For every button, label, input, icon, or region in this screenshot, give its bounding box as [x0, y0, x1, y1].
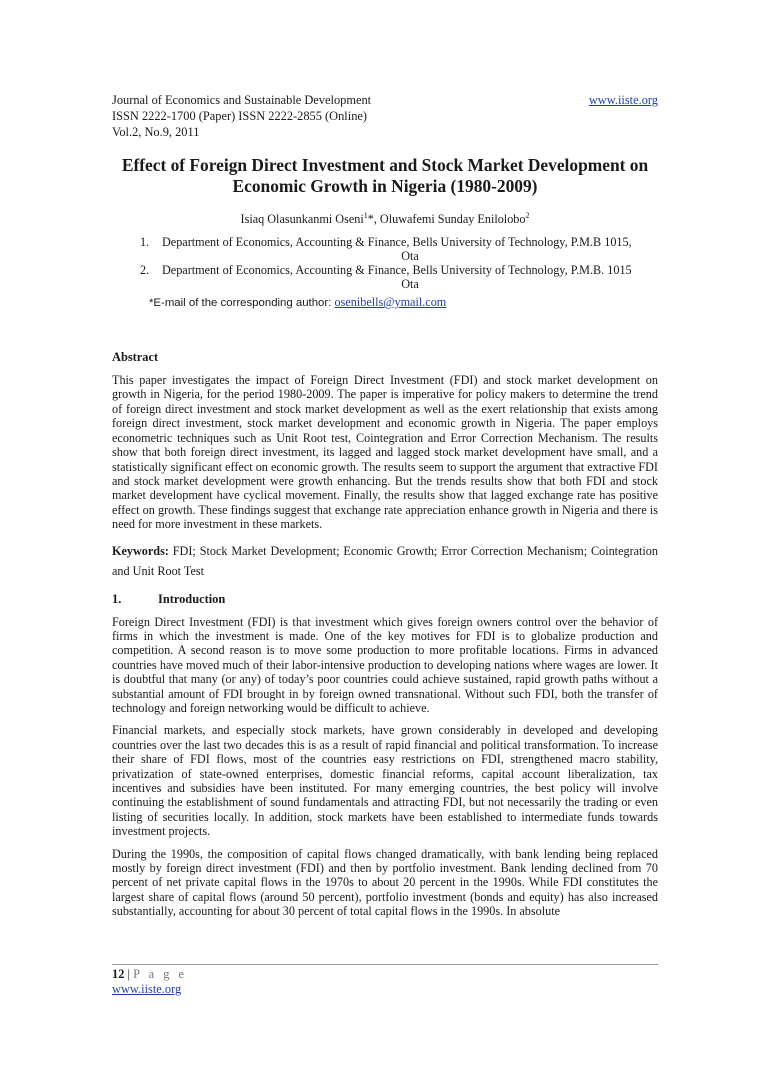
- email-label: *E-mail of the corresponding author:: [149, 297, 335, 310]
- intro-paragraph-2: Financial markets, and especially stock markets, have grown considerably in developed and developing countries over the last two decades this is as a result of rapid financial and political transformation. To increase their share of FDI flows, most of the countries easy restrictions on FDI, strengthened macro stability, privatization of state-owned enterprises, domestic financial reforms, capital account liberalization, tax incentives and subsidies have been instituted. For many emerging countries, the best policy will involve continuing the establishment of sound fundamentals and attracting FDI, but not necessarily the trading or even listing of securities locally. In addition, stock markets have been established to intermediate funds towards investment projects.: [112, 723, 658, 839]
- page-number-line: [112, 967, 658, 982]
- title-line-2: Economic Growth in Nigeria (1980-2009): [232, 176, 538, 196]
- intro-heading: [112, 591, 658, 607]
- journal-name: Journal of Economics and Sustainable Development: [112, 93, 372, 107]
- section-title: Introduction: [158, 591, 226, 606]
- keywords-label: Keywords:: [112, 543, 169, 558]
- abstract-heading: Abstract: [112, 350, 159, 365]
- issn-line: ISSN 2222-1700 (Paper) ISSN 2222-2855 (Online): [112, 109, 368, 123]
- author-1: Isiaq Olasunkanmi Oseni: [240, 212, 364, 227]
- intro-paragraph-1: Foreign Direct Investment (FDI) is that investment which gives foreign owners control over the behavior of firms in which the investment is made. One of the key motives for FDI is to globalize production and competition. A second reason is to move some production to more profitable locations. Firms in advanced countries have moved much of their labor-intensive production to developing nations where wages are lower. It is doubtful that many (or any) of today’s poor countries could achieve sustained, rapid growth paths without a substantial amount of FDI brought in by foreign owned transnational. Without such FDI, both the transfer of technology and foreign networking would be difficult to achieve.: [112, 614, 658, 715]
- affiliation-city: Ota: [401, 249, 419, 264]
- corresponding-email: [149, 295, 658, 311]
- corresponding-mark: *,: [367, 212, 380, 227]
- author-1-affil-sup: 1: [363, 211, 368, 220]
- affiliation-2: [112, 263, 658, 277]
- affiliation-1: [112, 235, 658, 249]
- email-link[interactable]: osenibells@ymail.com: [334, 295, 447, 310]
- page-footer: [112, 964, 658, 997]
- affiliation-text: Department of Economics, Accounting & Finance, Bells University of Technology, P.M.B 1015,: [162, 235, 632, 250]
- journal-url-link[interactable]: www.iiste.org: [588, 93, 658, 107]
- affiliations: [112, 235, 658, 291]
- footer-site-link[interactable]: www.iiste.org: [112, 982, 182, 996]
- page-separator: |: [124, 967, 134, 981]
- author-line: [112, 208, 658, 227]
- page-word: P a g e: [133, 967, 187, 981]
- affiliation-text: Department of Economics, Accounting & Finance, Bells University of Technology, P.M.B. 1015: [162, 263, 632, 278]
- section-number: 1.: [112, 591, 122, 606]
- abstract-text: This paper investigates the impact of Foreign Direct Investment (FDI) and stock market development on growth in Nigeria, for the period 1980-2009. The paper is imperative for policy makers to determine the trend of foreign direct investment and stock market development as well as the exert relationship that exists among foreign direct investment, stock market development and economic growth in Nigeria. The paper employs econometric techniques such as Unit Root test, Cointegration and Error Correction Mechanism. The results show that both foreign direct investment, its lagged and lagged stock market development have small, and a statistically significant effect on economic growth. The results seem to support the argument that extractive FDI and stock market development were growth enhancing. But the trends results show that both FDI and stock market development have cyclical movement. Finally, the results show that lagged exchange rate has positive effect on growth. These findings suggest that exchange rate appreciation enhance growth in Nigeria and there is need for more investment in these markets.: [112, 373, 658, 532]
- paper-page: [112, 92, 658, 919]
- affiliation-number: 1.: [140, 235, 150, 250]
- title-line-1: Effect of Foreign Direct Investment and Stock Market Development on: [121, 155, 649, 175]
- page-number: 12: [112, 967, 125, 981]
- intro-paragraph-3: During the 1990s, the composition of capital flows changed dramatically, with bank lending being replaced mostly by foreign direct investment (FDI) and then by portfolio investment. Bank lending declined from 70 percent of net private capital flows in the 1970s to about 20 percent in the 1990s. While FDI constitutes the largest share of capital flows (around 50 percent), portfolio investment (bonds and equity) has also increased substantially, accounting for about 30 percent of total capital flows in the 1990s. In absolute: [112, 846, 658, 919]
- keywords-text: FDI; Stock Market Development; Economic Growth; Error Correction Mechanism; Cointegration and Unit Root Test: [112, 543, 658, 578]
- footer-divider: [112, 964, 658, 965]
- volume-line: Vol.2, No.9, 2011: [112, 125, 200, 139]
- keywords: [112, 541, 658, 581]
- affiliation-city: Ota: [401, 277, 419, 292]
- paper-title: [112, 155, 658, 197]
- affiliation-number: 2.: [140, 263, 150, 278]
- author-2-affil-sup: 2: [525, 211, 530, 220]
- author-2: Oluwafemi Sunday Enilolobo: [379, 212, 526, 227]
- journal-header: [112, 92, 658, 140]
